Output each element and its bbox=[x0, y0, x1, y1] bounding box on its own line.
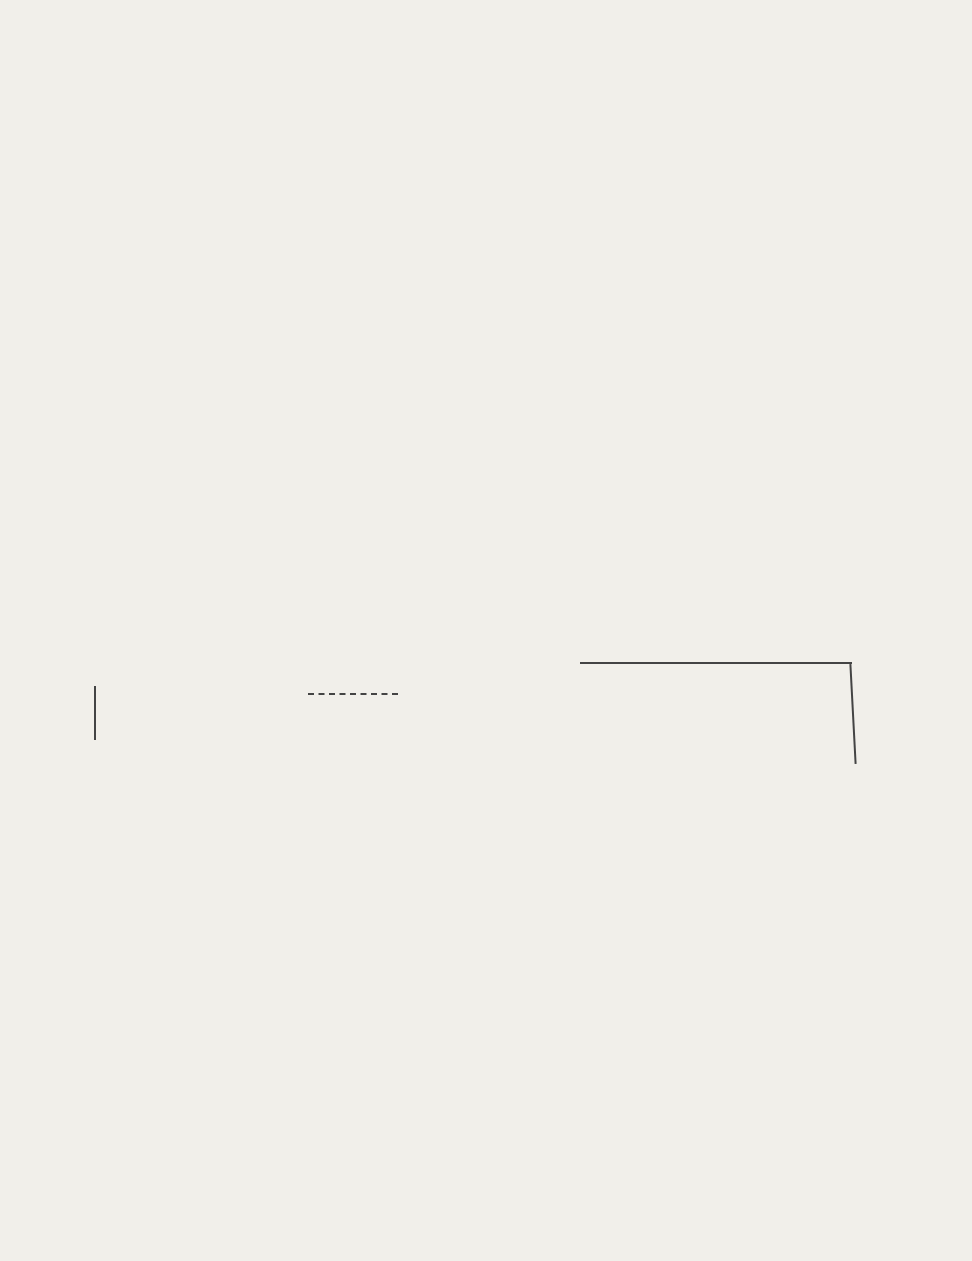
stamp-connector-line bbox=[308, 693, 398, 695]
stamp-right-bracket bbox=[849, 664, 856, 764]
stamp-top-rule bbox=[580, 662, 852, 664]
article-title bbox=[72, 36, 952, 60]
stamp-left-bracket bbox=[94, 686, 96, 740]
